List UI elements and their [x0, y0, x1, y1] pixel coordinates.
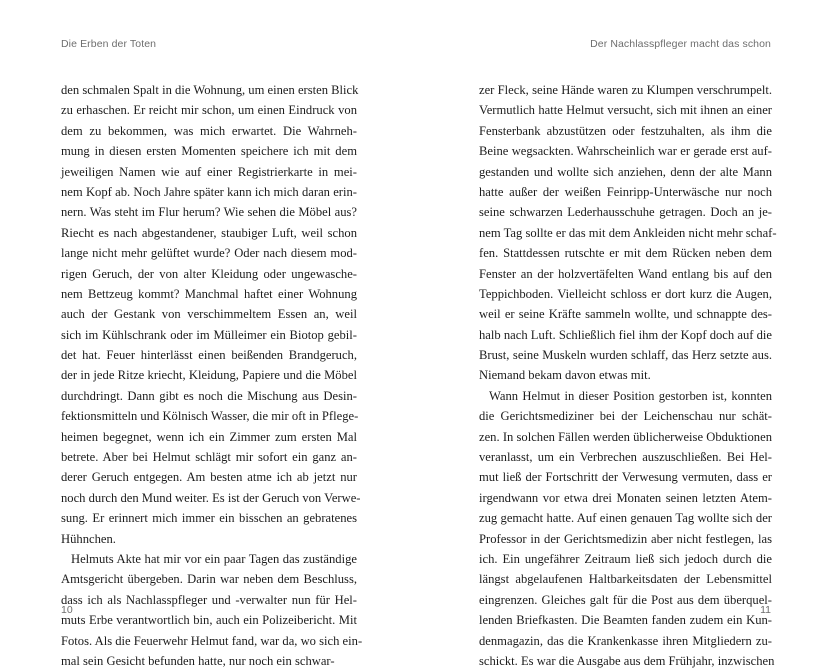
- text-line: sich im Kühlschrank oder im Mülleimer ein Biotop gebil-: [61, 327, 357, 342]
- text-line: Teppichboden. Vielleicht schloss er dort kurz die Augen,: [479, 286, 772, 301]
- text-line: denmagazin, das die Krankenkasse ihren Mitgliedern zu-: [479, 633, 772, 648]
- text-line: sung. Er erinnert mich immer ein bisschen an gebratenes: [61, 511, 357, 526]
- text-line: muts Erbe verantwortlich bin, auch ein Polizeibericht. Mit: [61, 613, 357, 628]
- text-line: Professor in der Gerichtsmedizin aber nicht festlegen, las: [479, 531, 772, 546]
- text-line: der in jede Ritze kriecht, Kleidung, Papiere und die Möbel: [61, 368, 357, 383]
- text-line: Fenster an der holzvertäfelten Wand entlang bis auf den: [479, 266, 772, 281]
- text-line: veranlasst, um ein Verbrechen auszuschließen. Bei Hel-: [479, 450, 772, 465]
- text-line: lenden Briefkasten. Die Beamten fanden zudem ein Kun-: [479, 613, 772, 628]
- text-line: seine schwarzen Lederhausschuhe getragen. Doch an je-: [479, 205, 772, 220]
- text-line: rigen Geruch, der von alter Kleidung oder ungewasche-: [61, 266, 357, 281]
- text-line: Wann Helmut in dieser Position gestorben ist, konnten: [489, 388, 772, 403]
- text-line: fen. Stattdessen rutschte er mit dem Rücken neben dem: [479, 246, 772, 261]
- text-line: Vermutlich hatte Helmut versucht, sich mit ihnen an einer: [479, 103, 772, 118]
- text-line: mal sein Gesicht befunden hatte, nur noch ein schwar-: [61, 653, 335, 668]
- text-line: zug gemacht hatte. Auf einen genauen Tag wollte sich der: [479, 511, 772, 526]
- text-line: halb nach Luft. Schließlich fiel ihm der Kopf doch auf die: [479, 327, 772, 342]
- text-line: eingrenzen. Gleiches galt für die Post aus dem überquel-: [479, 592, 772, 607]
- text-line: irgendwann vor etwa drei Monaten seinen letzten Atem-: [479, 490, 772, 505]
- right-running-head: Der Nachlasspfleger macht das schon: [590, 38, 771, 50]
- text-line: Amtsgericht übergeben. Darin war neben dem Beschluss,: [61, 572, 357, 587]
- text-line: zer Fleck, seine Hände waren zu Klumpen verschrumpelt.: [479, 83, 772, 97]
- text-line: dem zu bekommen, was mich erwartet. Die Wahrneh-: [61, 123, 357, 138]
- text-line: zen. In solchen Fällen werden üblicherweise Obduktionen: [479, 429, 772, 444]
- text-line: derer Geruch entgegen. Am besten atme ich ab jetzt nur: [61, 470, 357, 485]
- text-line: Helmuts Akte hat mir vor ein paar Tagen das zuständige: [71, 551, 357, 566]
- text-line: jeweiligen Namen wie auf einer Registrierkarte in mei-: [61, 164, 357, 179]
- text-line: fektionsmitteln und Kölnisch Wasser, die mir oft in Pflege-: [61, 409, 359, 424]
- left-running-head: Die Erben der Toten: [61, 38, 157, 50]
- right-page-body: [479, 80, 777, 671]
- text-line: den schmalen Spalt in die Wohnung, um einen ersten Blick: [61, 83, 359, 97]
- text-line: Beine wegsackten. Wahrscheinlich war er gerade erst auf-: [479, 144, 772, 159]
- text-line: längst abgelaufenen Haltbarkeitsdaten der Lebensmittel: [479, 572, 772, 587]
- text-line: lange nicht mehr gelüftet wurde? Oder nach diesem mod-: [61, 246, 357, 261]
- right-page-number: 11: [760, 604, 771, 616]
- text-line: dass ich als Nachlasspfleger und -verwalter nun für Hel-: [61, 592, 357, 607]
- text-line: auch der Gestank von verschimmeltem Essen an, weil: [61, 307, 357, 322]
- text-line: Brust, seine Muskeln wurden schlaff, das Herz setzte aus.: [479, 348, 772, 363]
- text-line: det hat. Feuer hinterlässt einen beißenden Brandgeruch,: [61, 348, 357, 363]
- text-line: Niemand bekam davon etwas mit.: [479, 368, 651, 383]
- text-line: schickt. Es war die Ausgabe aus dem Frühjahr, inzwischen: [479, 653, 775, 668]
- text-line: durchdringt. Dann gibt es noch die Mischung aus Desin-: [61, 388, 357, 403]
- text-line: zu erhaschen. Er reicht mir schon, um einen Eindruck von: [61, 103, 357, 118]
- text-line: nem Bettzeug kommt? Manchmal haftet einer Wohnung: [61, 286, 357, 301]
- left-page-number: 10: [61, 604, 73, 616]
- text-line: gestanden und wollte sich anziehen, denn der alte Mann: [479, 164, 772, 179]
- text-line: nern. Was steht im Flur herum? Wie sehen die Möbel aus?: [61, 205, 357, 220]
- text-line: weil er seine Kräfte sammeln wollte, und schnappte des-: [479, 307, 772, 322]
- text-line: betrete. Aber bei Helmut schlägt mir sofort ein ganz an-: [61, 450, 357, 465]
- text-line: Fensterbank abzustützen oder festzuhalten, als ihm die: [479, 123, 772, 138]
- text-line: ich. Ein ungefährer Zeitraum ließ sich jedoch durch die: [479, 551, 772, 566]
- text-line: die Gerichtsmediziner bei der Leichenschau nur schät-: [479, 409, 772, 424]
- text-line: mung in diesen ersten Momenten speichere ich mit dem: [61, 144, 357, 159]
- text-line: mut ließ der Fortschritt der Verwesung vermuten, dass er: [479, 470, 772, 485]
- text-line: nem Tag sollte er das mit dem Ankleiden nicht mehr schaf-: [479, 225, 777, 240]
- text-line: hatte außer der weißen Feinripp-Unterwäsche nur noch: [479, 184, 772, 199]
- left-page-body: [61, 80, 363, 671]
- text-line: Fotos. Als die Feuerwehr Helmut fand, war da, wo sich ein-: [61, 633, 363, 648]
- text-line: Riecht es nach abgestandener, staubiger Luft, weil schon: [61, 225, 357, 240]
- text-line: nem Kopf ab. Noch Jahre später kann ich mich daran erin-: [61, 184, 357, 199]
- text-line: heimen begegnet, wenn ich ein Zimmer zum ersten Mal: [61, 429, 357, 444]
- text-line: noch durch den Mund weiter. Es ist der Geruch von Verwe-: [61, 490, 361, 505]
- text-line: Hühnchen.: [61, 531, 116, 546]
